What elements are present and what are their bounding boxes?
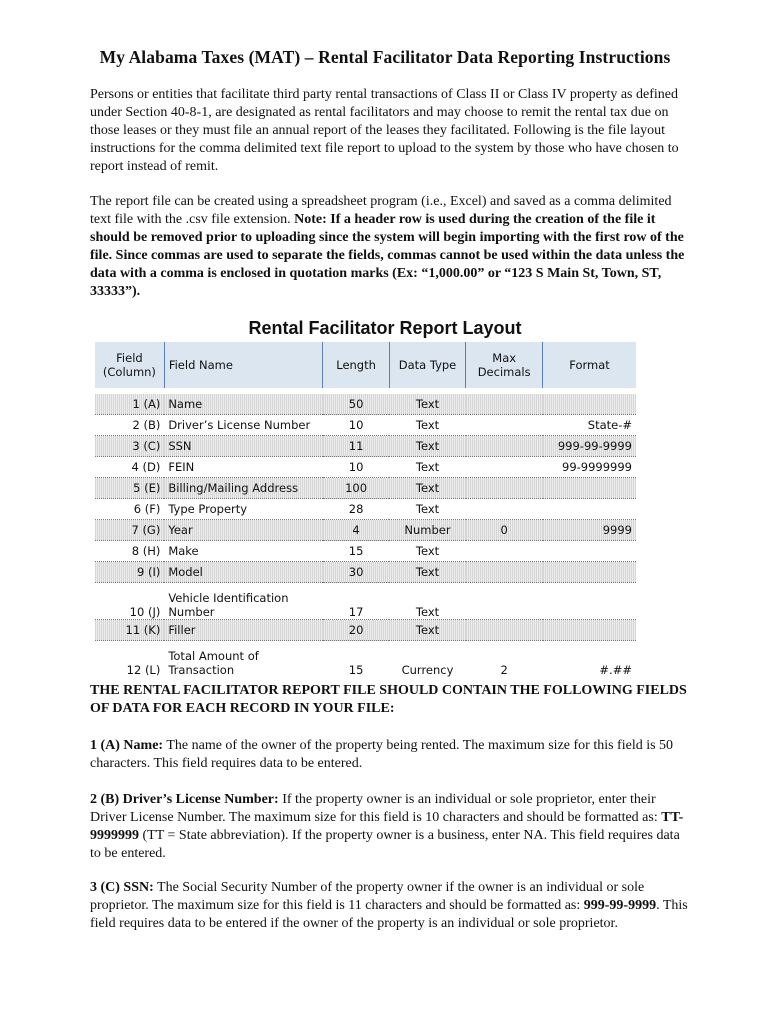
cell-type: Text: [389, 436, 466, 457]
cell-format: [543, 583, 636, 620]
table-row: [95, 391, 636, 415]
cell-max: 0: [466, 520, 543, 541]
field-description-ssn: [90, 879, 690, 933]
cell-length: 100: [323, 478, 389, 499]
header-type: Data Type: [389, 342, 466, 391]
cell-field: 2 (B): [95, 415, 164, 436]
cell-field: 11 (K): [95, 620, 164, 641]
cell-field: 4 (D): [95, 457, 164, 478]
cell-max: [466, 391, 543, 415]
field-format: 999-99-9999: [583, 898, 657, 913]
table-title: Rental Facilitator Report Layout: [248, 318, 522, 338]
cell-field: 9 (I): [95, 562, 164, 583]
cell-max: [466, 583, 543, 620]
cell-type: Text: [389, 391, 466, 415]
table-row: [95, 620, 636, 641]
cell-length: 28: [323, 499, 389, 520]
field-label: 1 (A) Name:: [90, 738, 164, 753]
field-label: 3 (C) SSN:: [90, 880, 154, 895]
cell-name: Year: [164, 520, 323, 541]
cell-name: Name: [164, 391, 323, 415]
cell-length: 4: [323, 520, 389, 541]
field-text: (TT = State abbreviation). If the property owner is a business, enter NA. This field requires data to be entered.: [90, 828, 680, 861]
cell-max: [466, 478, 543, 499]
cell-type: Text: [389, 457, 466, 478]
cell-length: 17: [323, 583, 389, 620]
table-row: [95, 478, 636, 499]
cell-name-line1: Total Amount of: [168, 649, 259, 663]
cell-max: [466, 436, 543, 457]
cell-name: [164, 583, 323, 620]
cell-max: [466, 415, 543, 436]
section-heading: THE RENTAL FACILITATOR REPORT FILE SHOULD CONTAIN THE FOLLOWING FIELDS OF DATA FOR EACH RECORD IN YOUR FILE:: [90, 683, 687, 716]
field-text: . This field requires data to be entered if the owner of the property is an individual or sole proprietor.: [90, 898, 688, 931]
field-text: The Social Security Number of the property owner if the owner is an individual or sole proprietor. The maximum size for this field is 11 characters and should be formatted as:: [90, 880, 645, 913]
cell-field: 8 (H): [95, 541, 164, 562]
table-row: [95, 499, 636, 520]
cell-name: Model: [164, 562, 323, 583]
cell-length: 20: [323, 620, 389, 641]
cell-name-line2: Number: [168, 605, 215, 619]
table-row: [95, 583, 636, 620]
table-row: [95, 415, 636, 436]
cell-format: [543, 541, 636, 562]
cell-max: [466, 562, 543, 583]
cell-field: 3 (C): [95, 436, 164, 457]
cell-format: [543, 562, 636, 583]
header-name: Field Name: [164, 342, 323, 391]
layout-table: [95, 342, 636, 677]
report-paragraph: [90, 193, 690, 301]
cell-type: Text: [389, 478, 466, 499]
table-row: [95, 541, 636, 562]
cell-length: 15: [323, 541, 389, 562]
header-length: Length: [323, 342, 389, 391]
cell-format: [543, 391, 636, 415]
cell-name: Billing/Mailing Address: [164, 478, 323, 499]
field-text: If the property owner is an individual or sole proprietor, enter their Driver License Number. The maximum size for this field is 10 characters and should be formatted as:: [90, 792, 662, 825]
header-field: Field (Column): [95, 342, 164, 391]
cell-name: [164, 641, 323, 678]
cell-max: [466, 541, 543, 562]
field-text: The name of the owner of the property being rented. The maximum size for this field is 50 characters. This field requires data to be entered.: [90, 738, 674, 771]
header-max-decimals: Max Decimals: [466, 342, 543, 391]
field-description-name: [90, 737, 690, 773]
cell-name-line1: Vehicle Identification: [168, 591, 289, 605]
field-label: 2 (B) Driver’s License Number:: [90, 792, 279, 807]
table-row: [95, 562, 636, 583]
cell-field: 10 (J): [95, 583, 164, 620]
table-header-row: [95, 342, 636, 391]
cell-field: 12 (L): [95, 641, 164, 678]
cell-format: [543, 499, 636, 520]
cell-field: 5 (E): [95, 478, 164, 499]
cell-format: 9999: [543, 520, 636, 541]
table-row: [95, 436, 636, 457]
table-row: [95, 641, 636, 678]
cell-name: FEIN: [164, 457, 323, 478]
cell-type: Text: [389, 415, 466, 436]
cell-length: 11: [323, 436, 389, 457]
cell-name: Type Property: [164, 499, 323, 520]
cell-type: Text: [389, 583, 466, 620]
cell-field: 7 (G): [95, 520, 164, 541]
cell-format: 999-99-9999: [543, 436, 636, 457]
table-row: [95, 520, 636, 541]
cell-type: Currency: [389, 641, 466, 678]
cell-type: Text: [389, 620, 466, 641]
report-text: The report file can be created using a spreadsheet program (i.e., Excel) and saved as a comma delimited text file with the .csv file extension.: [90, 194, 672, 227]
table-row: [95, 457, 636, 478]
cell-type: Text: [389, 562, 466, 583]
cell-length: 15: [323, 641, 389, 678]
intro-paragraph: Persons or entities that facilitate third party rental transactions of Class II or Class IV property as defined under Section 40-8-1, are designated as rental facilitators and may choose to remit the rental tax due on those leases or they must file an annual report of the leases they facilitated. Following is the file layout instructions for the comma delimited text file report to upload to the system by those who have chosen to report instead of remit.: [90, 87, 679, 174]
cell-type: Text: [389, 499, 466, 520]
cell-field: 1 (A): [95, 391, 164, 415]
cell-name-line2: Transaction: [168, 663, 235, 677]
cell-max: [466, 499, 543, 520]
cell-format: 99-9999999: [543, 457, 636, 478]
cell-format: [543, 620, 636, 641]
page-title: My Alabama Taxes (MAT) – Rental Facilitator Data Reporting Instructions: [99, 47, 671, 67]
cell-field: 6 (F): [95, 499, 164, 520]
cell-name: Filler: [164, 620, 323, 641]
report-note: Note: If a header row is used during the creation of the file it should be removed prior to uploading since the system will begin importing with the first row of the file. Since commas are used to separate the fields, commas cannot be used within the data unless the data with a comma is enclosed in quotation marks (Ex: “1,000.00” or “123 S Main St, Town, ST, 33333”).: [90, 212, 685, 299]
header-format: Format: [543, 342, 636, 391]
cell-type: Text: [389, 541, 466, 562]
field-description-drivers-license: [90, 791, 690, 863]
cell-format: #.##: [543, 641, 636, 678]
cell-name: SSN: [164, 436, 323, 457]
cell-format: State-#: [543, 415, 636, 436]
cell-name: Driver’s License Number: [164, 415, 323, 436]
cell-length: 10: [323, 457, 389, 478]
cell-name: Make: [164, 541, 323, 562]
cell-format: [543, 478, 636, 499]
cell-max: [466, 457, 543, 478]
cell-length: 10: [323, 415, 389, 436]
cell-length: 30: [323, 562, 389, 583]
cell-type: Number: [389, 520, 466, 541]
cell-max: [466, 620, 543, 641]
cell-max: 2: [466, 641, 543, 678]
cell-length: 50: [323, 391, 389, 415]
field-format: TT-9999999: [90, 810, 684, 843]
